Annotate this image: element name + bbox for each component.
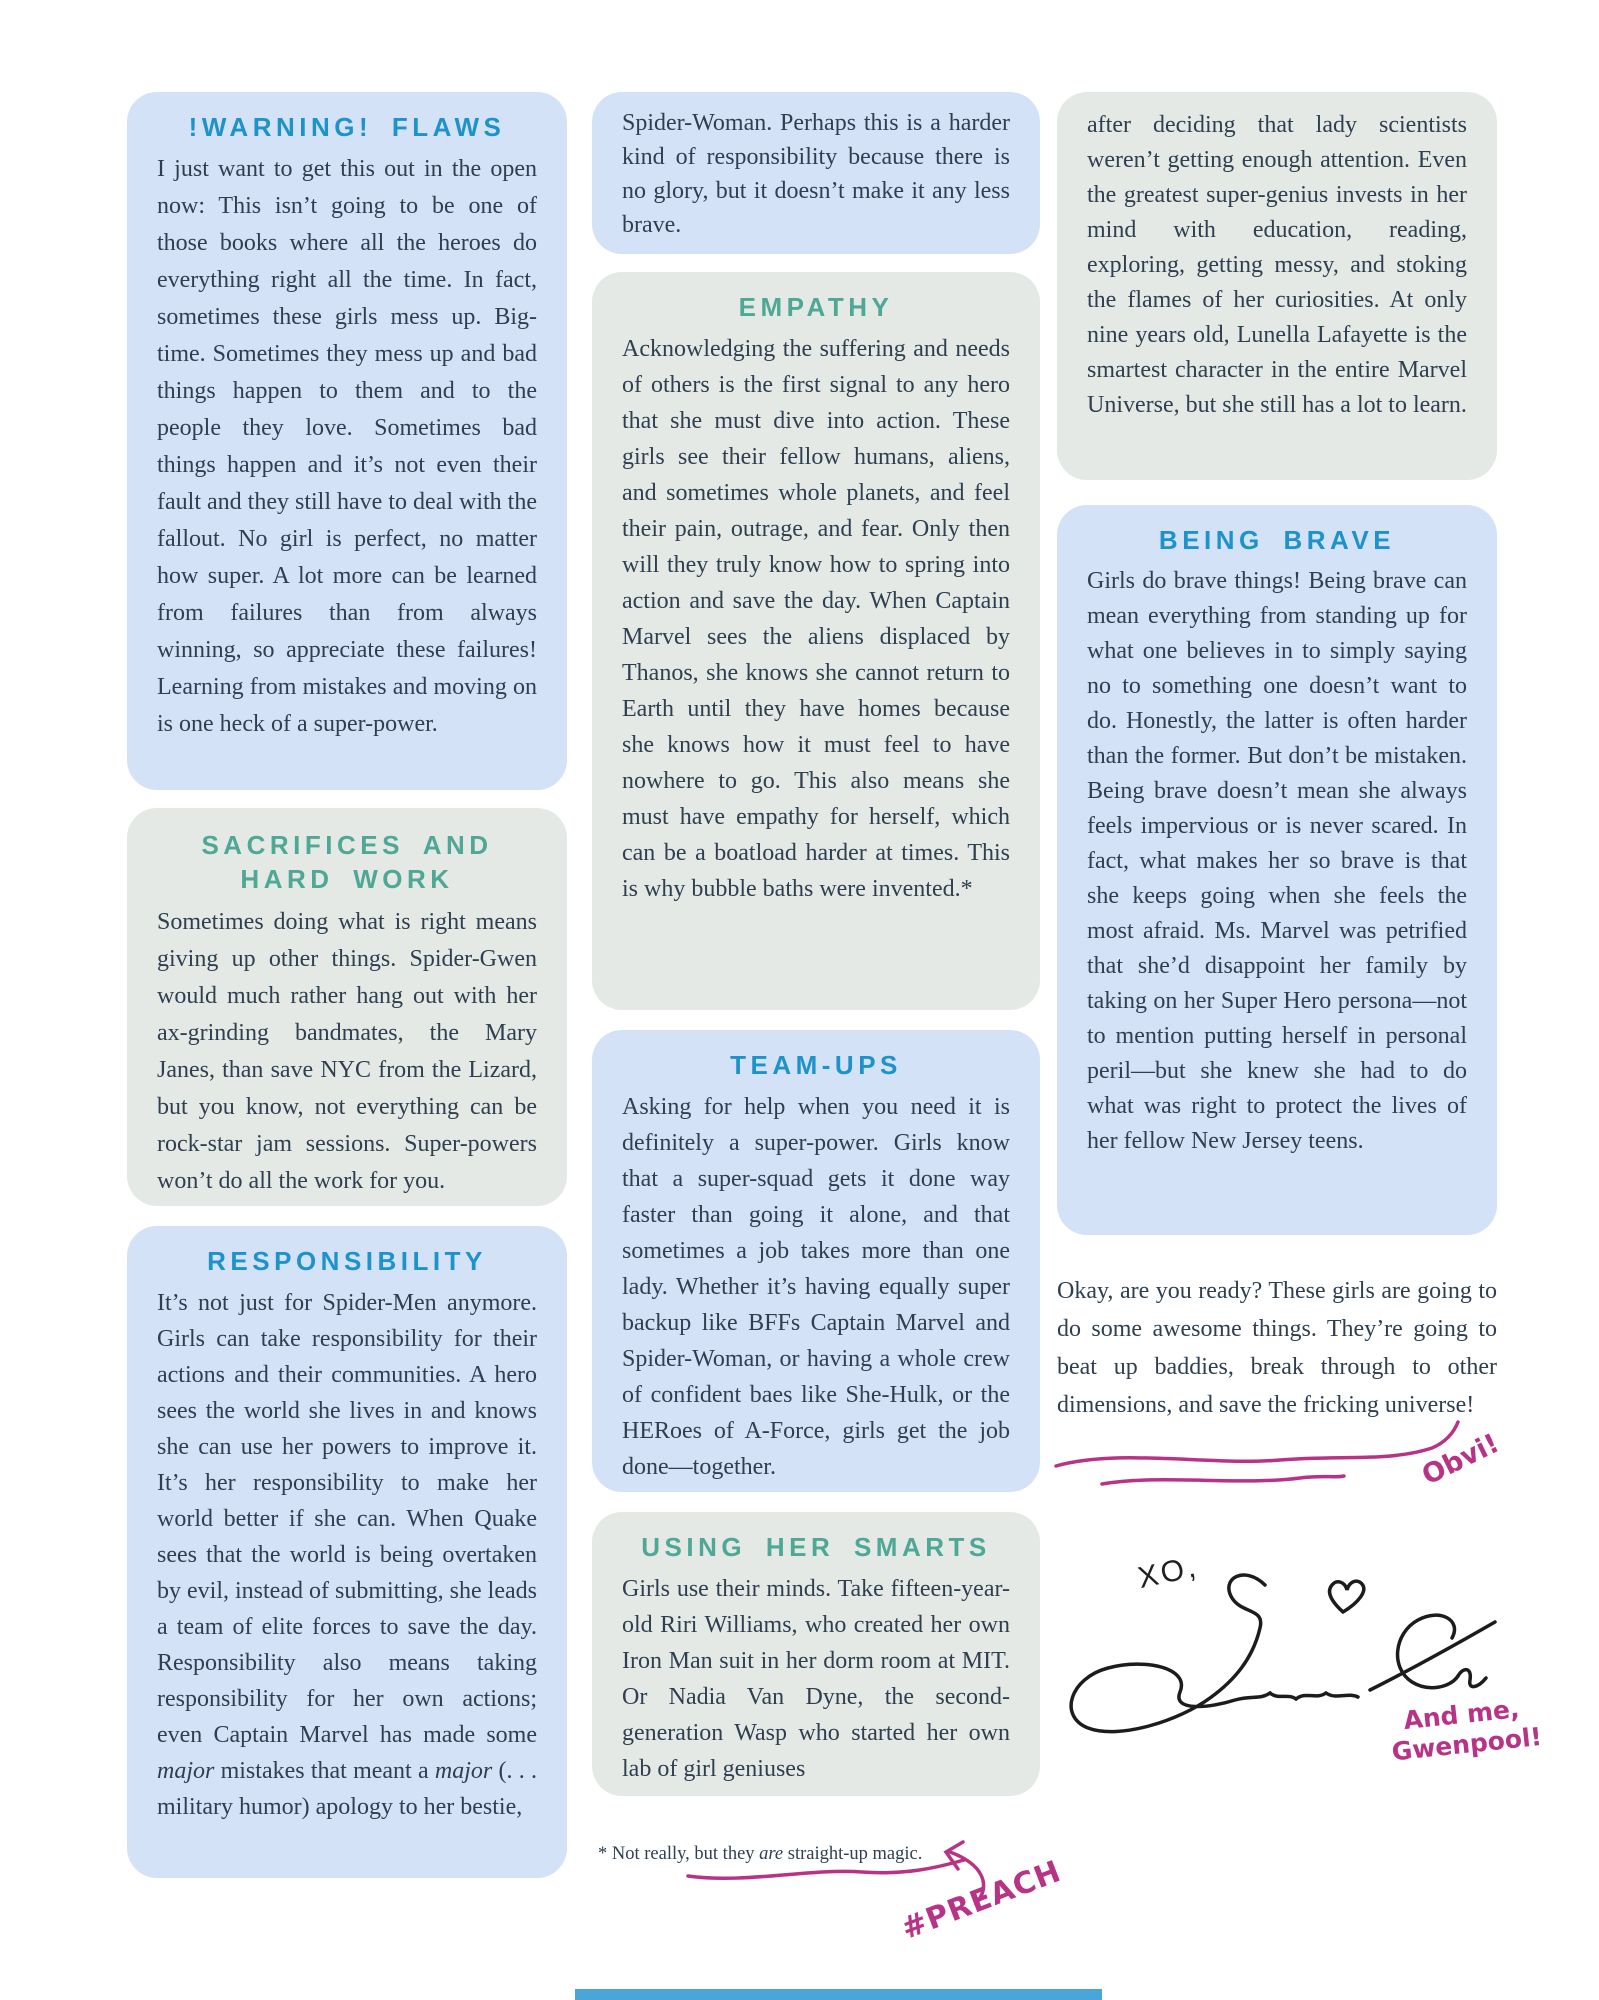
responsibility-block xyxy=(127,1226,567,1878)
sacrifices-title: SACRIFICES AND HARD WORK xyxy=(201,830,493,894)
team-ups-title: TEAM-UPS xyxy=(730,1050,902,1080)
being-brave-body: Girls do brave things! Being brave can mean everything from standing up for what one believes in to simply saying no to something one doesn’t want to do. Honestly, the latter is often harder than the former. But don’t be mistaken. Being brave doesn’t mean she always feels impervious or is never scared. In fact, what makes her so brave is that she keeps going when she feels the most afraid. Ms. Marvel was petrified that she’d disappoint her family by taking on her Super Hero persona—not to mention putting herself in personal peril—but she knew she had to do what was right to protect the lives of her fellow New Jersey teens. xyxy=(1087,568,1467,1154)
being-brave-block xyxy=(1057,505,1497,1235)
responsibility-continuation-block xyxy=(592,92,1040,254)
using-her-smarts-title: USING HER SMARTS xyxy=(641,1532,991,1562)
closing-underline-squiggle-1 xyxy=(1056,1422,1458,1466)
signature-c-stroke xyxy=(1398,1615,1458,1687)
signature-heart-icon xyxy=(1330,1581,1364,1612)
empathy-title: EMPATHY xyxy=(738,292,894,322)
closing-paragraph: Okay, are you ready? These girls are going to do some awesome things. They’re going to beat up baddies, break through to other dimensions, and save the fricking universe! xyxy=(1057,1278,1497,1418)
empathy-body: Acknowledging the suffering and needs of others is the first signal to any hero that she must dive into action. These girls see their fellow humans, aliens, and sometimes whole planets, and feel their pain, outrage, and fear. Only then will they truly know how to spring into action and save the day. When Captain Marvel sees the aliens displaced by Thanos, she knows she cannot return to Earth until they have homes because she knows how it must feel to have nowhere to go. This also means she must have empathy for herself, which can be a boatload harder at times. This is why bubble baths were invented.* xyxy=(622,336,1010,902)
footnote: * Not really, but they are straight-up magic. xyxy=(598,1844,923,1864)
being-brave-title: BEING BRAVE xyxy=(1158,525,1396,555)
signature-main-stroke xyxy=(1071,1575,1358,1732)
sacrifices-body: Sometimes doing what is right means giving up other things. Spider-Gwen would much rather hang out with her ax-grinding bandmates, the Mary Janes, than save NYC from the Lizard, but you know, not everything can be rock-star jam sessions. Super-powers won’t do all the work for you. xyxy=(157,909,537,1194)
warning-flaws-block xyxy=(127,92,567,790)
smarts-continuation-block xyxy=(1057,92,1497,480)
obvi-annotation: Obvi! xyxy=(1417,1427,1505,1492)
bottom-blue-strip xyxy=(575,1989,1102,2000)
using-her-smarts-body: Girls use their minds. Take fifteen-year-old Riri Williams, who created her own Iron Man suit in her dorm room at MIT. Or Nadia Van Dyne, the second-generation Wasp who started her own lab of girl geniuses xyxy=(622,1576,1010,1782)
signature-flourish-stroke xyxy=(1370,1622,1495,1690)
warning-flaws-body: I just want to get this out in the open now: This isn’t going to be one of those books where all the heroes do everything right all the time. In fact, sometimes these girls mess up. Big-time. Sometimes they mess up and bad things happen to them and to the people they love. Sometimes bad things happen and it’s not even their fault and they still have to deal with the fallout. No girl is perfect, no matter how super. A lot more can be learned from failures than from always winning, so appreciate these failures! Learning from mistakes and moving on is one heck of a super-power. xyxy=(157,156,537,737)
responsibility-body: It’s not just for Spider-Men anymore. Girls can take responsibility for their actions and their communities. A hero sees the world she lives in and knows she can use her powers to improve it. It’s her responsibility to make her world better if she can. When Quake sees that the world is being overtaken by evil, instead of submitting, she leads a team of elite forces to save the day. Responsibility also means taking responsibility for her own actions; even Captain Marvel has made some major mistakes that meant a major (. . . military humor) apology to her bestie, xyxy=(157,1290,537,1820)
team-ups-body: Asking for help when you need it is definitely a super-power. Girls know that a super-squad gets it done way faster than going it alone, and that sometimes a job takes more than one lady. Whether it’s having equally super backup like BFFs Captain Marvel and Spider-Woman, or having a whole crew of confident baes like She-Hulk, or the HERoes of A-Force, girls get the job done—together. xyxy=(622,1094,1010,1480)
signature-ink-stroke xyxy=(1458,1670,1486,1687)
responsibility-continuation-body: Spider-Woman. Perhaps this is a harder kind of responsibility because there is no glory, but it doesn’t make it any less brave. xyxy=(622,110,1010,238)
gwenpool-annotation: And me, Gwenpool! xyxy=(1390,1694,1544,1767)
closing-underline-squiggle-2 xyxy=(1102,1476,1344,1484)
using-her-smarts-block xyxy=(592,1512,1040,1796)
smarts-continuation-body: after deciding that lady scientists weren’t getting enough attention. Even the greatest super-genius invests in her mind with education, reading, exploring, getting messy, and stoking the flames of her curiosities. At only nine years old, Lunella Lafayette is the smartest character in the entire Marvel Universe, but she still has a lot to learn. xyxy=(1087,112,1467,418)
warning-flaws-title: !WARNING! FLAWS xyxy=(188,112,506,142)
responsibility-title: RESPONSIBILITY xyxy=(207,1246,487,1276)
sacrifices-block xyxy=(127,808,567,1206)
team-ups-block xyxy=(592,1030,1040,1492)
xo-signoff: XO, xyxy=(1135,1550,1202,1595)
preach-annotation: #PREACH xyxy=(896,1853,1067,1947)
empathy-block xyxy=(592,272,1040,1010)
preach-arrow-head xyxy=(946,1842,963,1869)
